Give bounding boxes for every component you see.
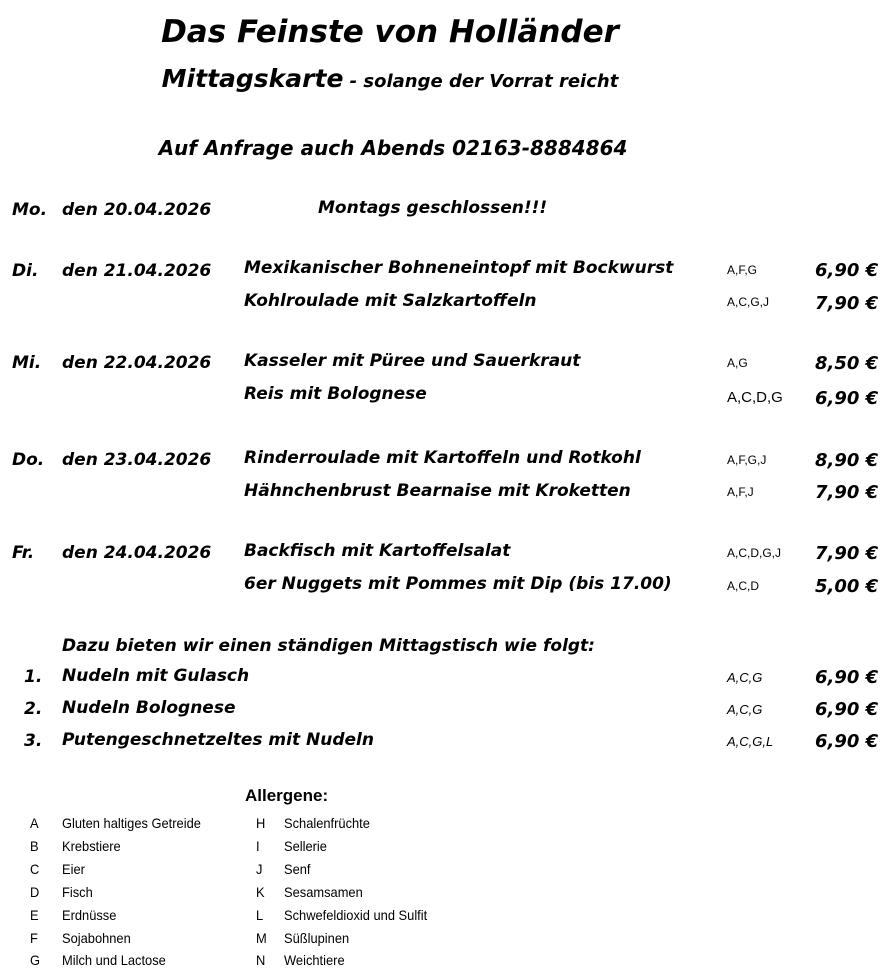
standing-item-price: 6,90 € [815, 699, 879, 720]
dish-price: 7,90 € [815, 293, 879, 314]
day-label: Mi. [12, 353, 42, 373]
dish-name: Kohlroulade mit Salzkartoffeln [244, 291, 537, 311]
standing-item-allergens: A,C,G [727, 702, 763, 717]
allergen-code: G [30, 952, 41, 968]
dish-price: 7,90 € [815, 543, 879, 564]
allergen-name: Gluten haltiges Getreide [62, 815, 201, 831]
allergen-code: M [256, 930, 267, 946]
day-date: den 22.04.2026 [62, 353, 212, 373]
allergen-code: B [30, 838, 39, 854]
subtitle-note: - solange der Vorrat reicht [343, 71, 619, 92]
standing-menu-intro: Dazu bieten wir einen ständigen Mittagstisch wie folgt: [62, 636, 595, 656]
standing-item-name: Nudeln mit Gulasch [62, 666, 250, 686]
allergen-code: K [256, 884, 265, 900]
allergen-name: Sojabohnen [62, 930, 131, 946]
allergen-name: Milch und Lactose [62, 952, 166, 968]
allergen-code: H [256, 815, 266, 831]
allergen-name: Weichtiere [284, 952, 345, 968]
subtitle-main: Mittagskarte [161, 64, 344, 93]
standing-item-allergens: A,C,G [727, 670, 763, 685]
standing-item-name: Putengeschnetzeltes mit Nudeln [62, 730, 374, 750]
dish-allergens: A,C,G,J [727, 295, 770, 309]
allergen-name: Erdnüsse [62, 907, 117, 923]
dish-price: 6,90 € [815, 260, 879, 281]
allergen-name: Süßlupinen [284, 930, 350, 946]
allergen-name: Fisch [62, 884, 93, 900]
dish-allergens: A,F,J [727, 485, 754, 499]
day-date: den 20.04.2026 [62, 200, 212, 220]
dish-allergens: A,F,G,J [727, 453, 767, 467]
dish-price: 8,90 € [815, 450, 879, 471]
allergen-code: C [30, 861, 40, 877]
dish-price: 6,90 € [815, 388, 879, 409]
allergens-title: Allergene: [245, 786, 329, 805]
dish-name: Mexikanischer Bohneneintopf mit Bockwurst [244, 258, 674, 278]
standing-item-name: Nudeln Bolognese [62, 698, 236, 718]
dish-name: Backfisch mit Kartoffelsalat [244, 541, 511, 561]
allergen-name: Senf [284, 861, 311, 877]
dish-price: 7,90 € [815, 482, 879, 503]
standing-item-allergens: A,C,G,L [727, 734, 774, 749]
allergen-code: I [256, 838, 260, 854]
dish-price: 8,50 € [815, 353, 879, 374]
standing-item-number: 2. [24, 699, 43, 719]
dish-price: 5,00 € [815, 576, 879, 597]
dish-allergens: A,C,D,G,J [727, 546, 782, 560]
allergen-code: N [256, 952, 266, 968]
dish-allergens: A,C,D,G [727, 389, 783, 406]
dish-name: Hähnchenbrust Bearnaise mit Kroketten [244, 481, 631, 501]
closed-note: Montags geschlossen!!! [318, 198, 548, 218]
dish-allergens: A,C,D [727, 579, 760, 593]
allergen-code: E [30, 907, 39, 923]
dish-name: Rinderroulade mit Kartoffeln und Rotkohl [244, 448, 641, 468]
menu-title: Das Feinste von Holländer [161, 14, 619, 50]
allergen-name: Sellerie [284, 838, 327, 854]
day-label: Mo. [12, 200, 48, 220]
day-date: den 23.04.2026 [62, 450, 212, 470]
dish-name: Reis mit Bolognese [244, 384, 427, 404]
allergen-code: A [30, 815, 39, 831]
allergen-name: Schalenfrüchte [284, 815, 370, 831]
day-label: Fr. [12, 543, 35, 563]
dish-name: 6er Nuggets mit Pommes mit Dip (bis 17.00) [244, 574, 672, 594]
allergen-name: Eier [62, 861, 85, 877]
allergen-code: J [256, 861, 263, 877]
menu-subtitle [0, 64, 780, 93]
day-label: Di. [12, 261, 39, 281]
dish-allergens: A,G [727, 356, 748, 370]
dish-allergens: A,F,G [727, 263, 758, 277]
standing-item-price: 6,90 € [815, 667, 879, 688]
allergen-code: F [30, 930, 38, 946]
day-label: Do. [12, 450, 45, 470]
allergen-name: Schwefeldioxid und Sulfit [284, 907, 428, 923]
dish-name: Kasseler mit Püree und Sauerkraut [244, 351, 581, 371]
allergen-code: L [256, 907, 264, 923]
standing-item-price: 6,90 € [815, 731, 879, 752]
contact-line: Auf Anfrage auch Abends 02163-8884864 [158, 136, 628, 160]
allergen-code: D [30, 884, 40, 900]
allergen-name: Krebstiere [62, 838, 121, 854]
day-date: den 24.04.2026 [62, 543, 212, 563]
standing-item-number: 1. [24, 667, 43, 687]
day-date: den 21.04.2026 [62, 261, 212, 281]
allergen-name: Sesamsamen [284, 884, 363, 900]
standing-item-number: 3. [24, 731, 43, 751]
